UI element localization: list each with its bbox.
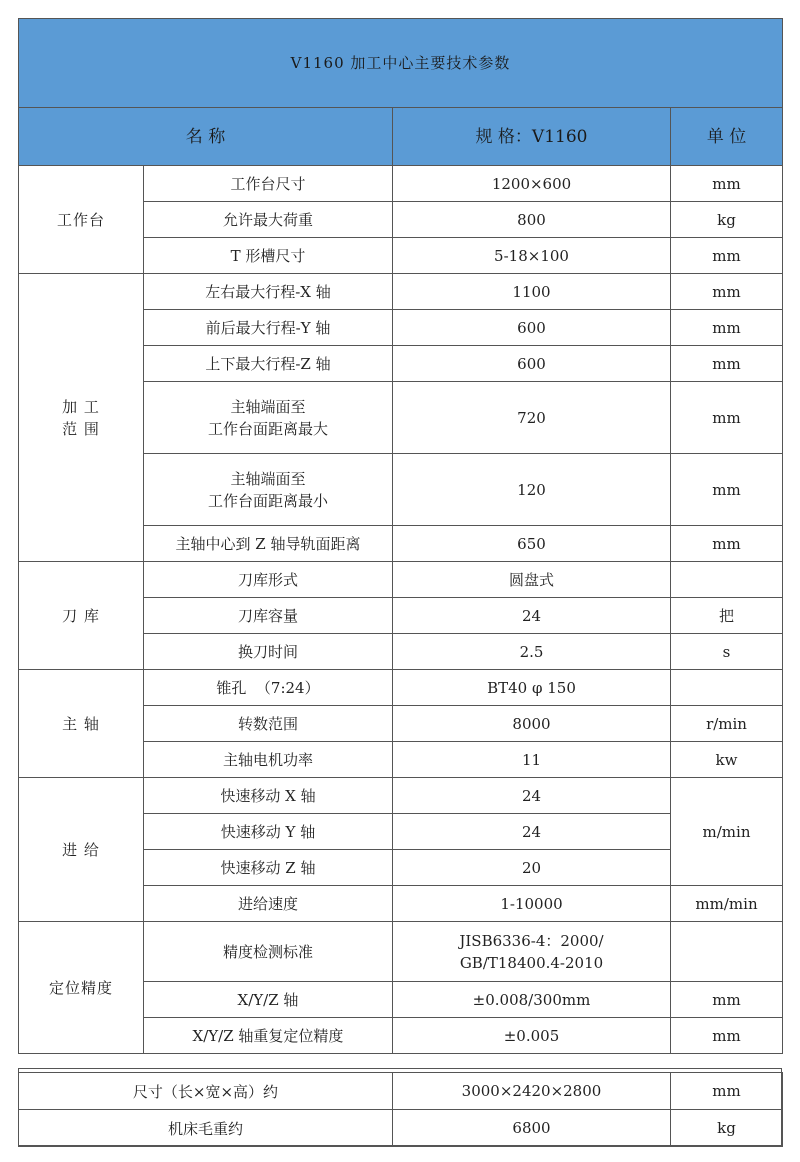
header-name: 名 称 <box>19 108 393 166</box>
row-spec: 120 <box>393 454 671 526</box>
row-spec-line2: GB/T18400.4-2010 <box>459 953 604 972</box>
table-row <box>19 922 783 982</box>
row-unit <box>671 922 783 982</box>
row-name-line1: 主轴端面至 <box>230 397 306 416</box>
row-spec-line1: JISB6336-4：2000/ <box>459 931 604 950</box>
row-name: 机床毛重约 <box>19 1110 393 1147</box>
row-spec: ±0.008/300mm <box>393 982 671 1018</box>
row-name: 精度检测标准 <box>144 922 393 982</box>
row-name: 左右最大行程-X 轴 <box>144 274 393 310</box>
row-name: 快速移动 Y 轴 <box>144 814 393 850</box>
row-name-line2: 工作台面距离最小 <box>207 491 328 510</box>
row-spec: 600 <box>393 346 671 382</box>
row-spec: 600 <box>393 310 671 346</box>
row-unit: mm <box>671 1018 783 1054</box>
row-unit: mm <box>671 310 783 346</box>
row-name: 进给速度 <box>144 886 393 922</box>
row-spec: 圆盘式 <box>393 562 671 598</box>
row-spec: 24 <box>393 598 671 634</box>
row-spec: 24 <box>393 778 671 814</box>
row-unit: mm <box>671 238 783 274</box>
table-row <box>19 562 783 598</box>
row-spec: 8000 <box>393 706 671 742</box>
row-spec: 1-10000 <box>393 886 671 922</box>
group-worktable: 工作台 <box>19 166 144 274</box>
row-name: 允许最大荷重 <box>144 202 393 238</box>
row-unit: mm <box>671 166 783 202</box>
row-spec: 6800 <box>393 1110 671 1147</box>
row-name: 上下最大行程-Z 轴 <box>144 346 393 382</box>
group-label-line2: 范 围 <box>62 419 100 438</box>
row-spec: BT40 φ 150 <box>393 670 671 706</box>
row-name-line1: 主轴端面至 <box>230 469 306 488</box>
row-unit <box>671 670 783 706</box>
spec-table <box>18 18 783 1054</box>
row-unit: mm <box>671 526 783 562</box>
row-spec: 1200×600 <box>393 166 671 202</box>
row-unit: s <box>671 634 783 670</box>
row-unit: mm <box>671 346 783 382</box>
header-unit: 单 位 <box>671 108 783 166</box>
bottom-table <box>18 1072 783 1147</box>
row-unit: kw <box>671 742 783 778</box>
row-name: 转数范围 <box>144 706 393 742</box>
row-unit <box>671 562 783 598</box>
row-unit: mm <box>671 274 783 310</box>
row-unit: mm <box>671 982 783 1018</box>
row-unit: r/min <box>671 706 783 742</box>
header-spec: 规 格：V1160 <box>393 108 671 166</box>
row-name: 前后最大行程-Y 轴 <box>144 310 393 346</box>
table-row <box>19 274 783 310</box>
group-precision: 定位精度 <box>19 922 144 1054</box>
group-machining-range <box>19 274 144 562</box>
row-spec: 11 <box>393 742 671 778</box>
group-feed: 进 给 <box>19 778 144 922</box>
row-name: 快速移动 Z 轴 <box>144 850 393 886</box>
group-label-line1: 加 工 <box>62 397 100 416</box>
row-spec: 720 <box>393 382 671 454</box>
row-unit: kg <box>671 1110 783 1147</box>
row-name: 主轴中心到 Z 轴导轨面距离 <box>144 526 393 562</box>
row-spec: 24 <box>393 814 671 850</box>
row-name <box>144 454 393 526</box>
row-spec: 2.5 <box>393 634 671 670</box>
row-spec: 5-18×100 <box>393 238 671 274</box>
row-name: 刀库容量 <box>144 598 393 634</box>
row-unit: 把 <box>671 598 783 634</box>
row-spec: 1100 <box>393 274 671 310</box>
table-title: V1160 加工中心主要技术参数 <box>19 19 783 108</box>
row-name: X/Y/Z 轴 <box>144 982 393 1018</box>
row-name: 工作台尺寸 <box>144 166 393 202</box>
row-unit: mm/min <box>671 886 783 922</box>
table-row <box>19 670 783 706</box>
row-spec: 800 <box>393 202 671 238</box>
row-name <box>144 382 393 454</box>
row-name: 换刀时间 <box>144 634 393 670</box>
table-row <box>19 1110 783 1147</box>
row-spec <box>393 922 671 982</box>
row-name: X/Y/Z 轴重复定位精度 <box>144 1018 393 1054</box>
group-spindle: 主 轴 <box>19 670 144 778</box>
row-name-line2: 工作台面距离最大 <box>207 419 328 438</box>
row-name: 尺寸（长×宽×高）约 <box>19 1073 393 1110</box>
table-row <box>19 1073 783 1110</box>
row-spec: 20 <box>393 850 671 886</box>
row-unit: mm <box>671 1073 783 1110</box>
row-unit: mm <box>671 382 783 454</box>
row-name: 锥孔 （7:24） <box>144 670 393 706</box>
row-unit: kg <box>671 202 783 238</box>
row-name: T 形槽尺寸 <box>144 238 393 274</box>
row-name: 刀库形式 <box>144 562 393 598</box>
row-spec: 650 <box>393 526 671 562</box>
table-row <box>19 166 783 202</box>
row-spec: ±0.005 <box>393 1018 671 1054</box>
group-tool-magazine: 刀 库 <box>19 562 144 670</box>
table-row <box>19 778 783 814</box>
row-name: 主轴电机功率 <box>144 742 393 778</box>
row-name: 快速移动 X 轴 <box>144 778 393 814</box>
row-unit: mm <box>671 454 783 526</box>
rapid-unit: m/min <box>671 778 783 886</box>
row-spec: 3000×2420×2800 <box>393 1073 671 1110</box>
